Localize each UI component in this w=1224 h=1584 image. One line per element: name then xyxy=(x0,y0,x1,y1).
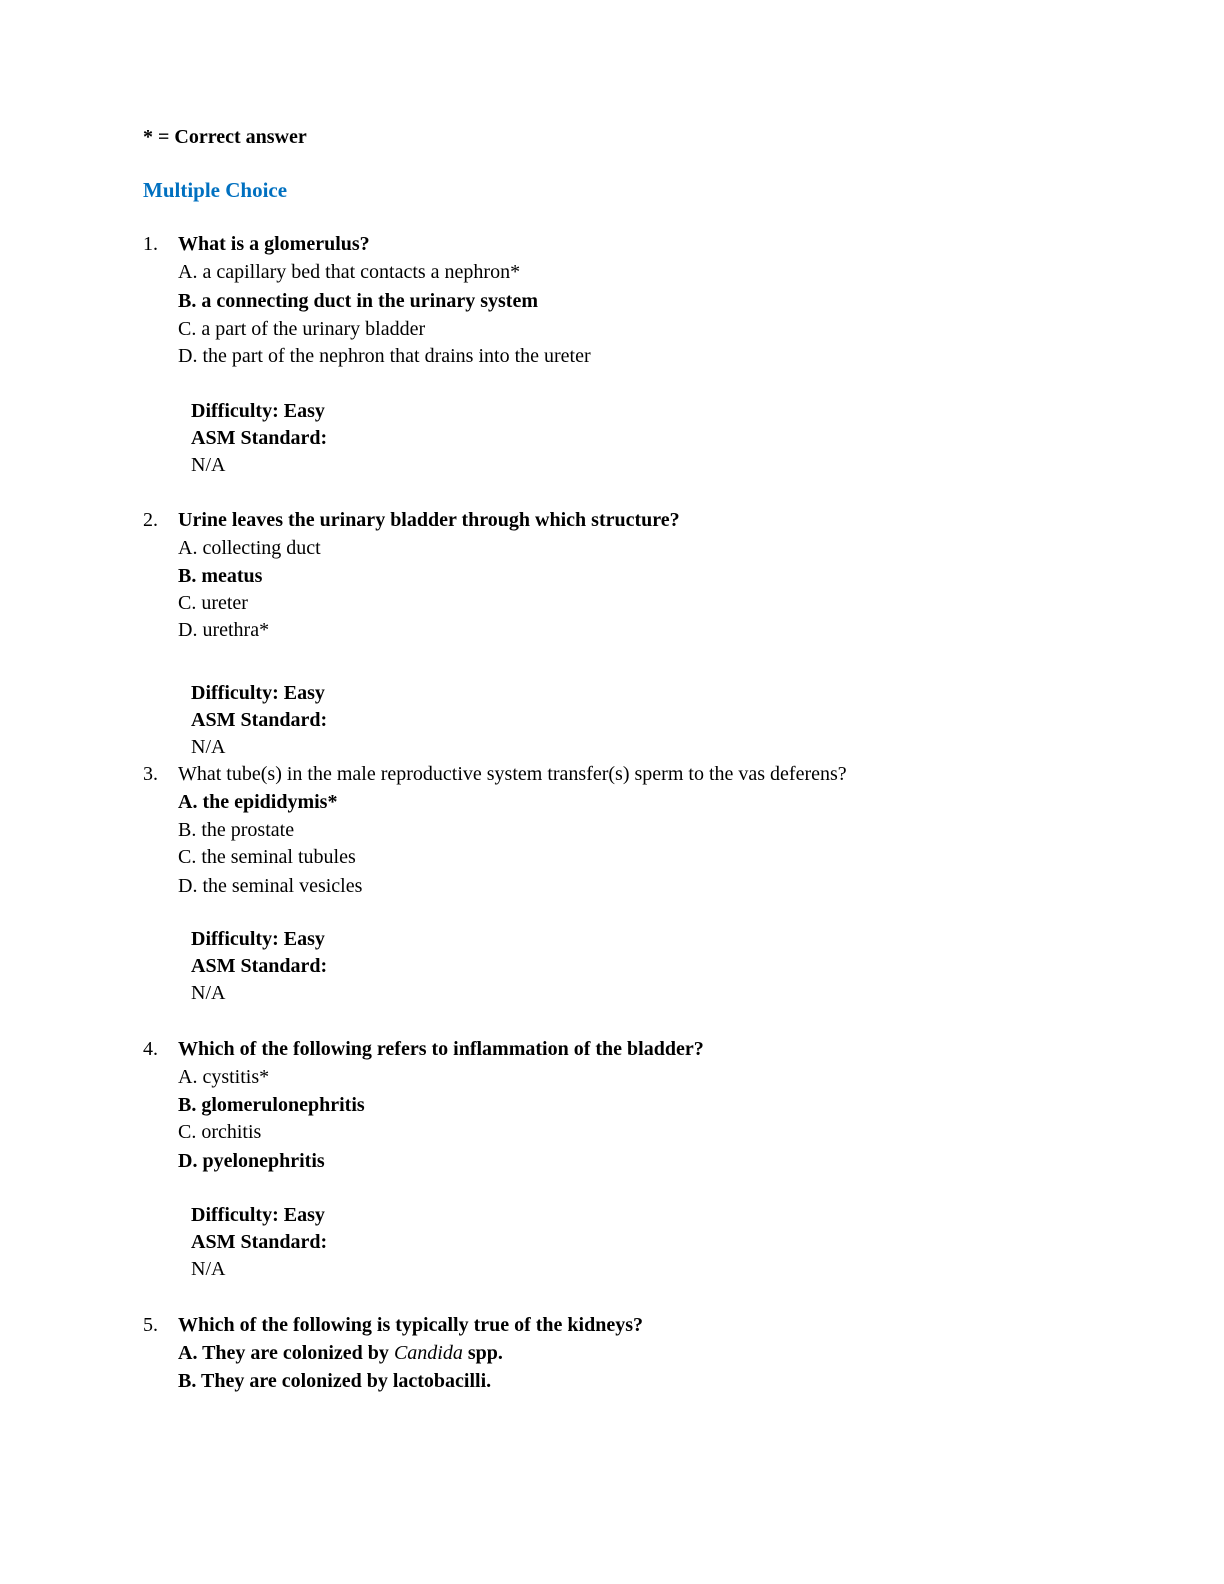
question-number: 4. xyxy=(143,1038,158,1060)
asm-standard-value: N/A xyxy=(191,982,226,1004)
correct-answer-legend: * = Correct answer xyxy=(143,126,307,148)
option-a-suffix: spp. xyxy=(462,1342,503,1364)
asm-standard-label: ASM Standard: xyxy=(191,1231,328,1253)
asm-standard-value: N/A xyxy=(191,736,226,758)
option-c: C. orchitis xyxy=(178,1121,262,1143)
option-d: D. the seminal vesicles xyxy=(178,875,363,897)
option-a: A. collecting duct xyxy=(178,537,321,559)
difficulty-label: Difficulty: Easy xyxy=(191,1204,325,1226)
option-d: D. pyelonephritis xyxy=(178,1150,325,1172)
option-a-prefix: A. They are colonized by xyxy=(178,1342,394,1364)
option-d: D. urethra* xyxy=(178,619,270,641)
asm-standard-label: ASM Standard: xyxy=(191,427,328,449)
option-c: C. ureter xyxy=(178,592,248,614)
asm-standard-label: ASM Standard: xyxy=(191,709,328,731)
difficulty-label: Difficulty: Easy xyxy=(191,928,325,950)
difficulty-label: Difficulty: Easy xyxy=(191,400,325,422)
option-b: B. meatus xyxy=(178,565,263,587)
option-d: D. the part of the nephron that drains into the ureter xyxy=(178,345,591,367)
option-b: B. a connecting duct in the urinary system xyxy=(178,290,538,312)
question-stem: What tube(s) in the male reproductive system transfer(s) sperm to the vas deferens? xyxy=(178,763,847,785)
asm-standard-value: N/A xyxy=(191,1258,226,1280)
option-c: C. a part of the urinary bladder xyxy=(178,318,426,340)
section-title: Multiple Choice xyxy=(143,178,288,202)
question-stem: What is a glomerulus? xyxy=(178,233,370,255)
question-number: 1. xyxy=(143,233,158,255)
question-stem: Which of the following refers to inflammation of the bladder? xyxy=(178,1038,704,1060)
option-a: A. a capillary bed that contacts a nephron* xyxy=(178,261,521,283)
asm-standard-value: N/A xyxy=(191,454,226,476)
asm-standard-label: ASM Standard: xyxy=(191,955,328,977)
option-b-prefix: B. They are colonized by lactobacilli. xyxy=(178,1370,492,1392)
question-number: 3. xyxy=(143,763,158,785)
question-stem: Urine leaves the urinary bladder through which structure? xyxy=(178,509,680,531)
option-b xyxy=(178,1370,491,1393)
question-stem: Which of the following is typically true of the kidneys? xyxy=(178,1314,644,1336)
option-a-genus: Candida xyxy=(393,1342,463,1364)
option-b: B. glomerulonephritis xyxy=(178,1094,365,1116)
option-b: B. the prostate xyxy=(178,819,295,841)
difficulty-label: Difficulty: Easy xyxy=(191,682,325,704)
option-c: C. the seminal tubules xyxy=(178,846,356,868)
option-a: A. cystitis* xyxy=(178,1066,270,1088)
question-number: 5. xyxy=(143,1314,158,1336)
question-number: 2. xyxy=(143,509,158,531)
option-a xyxy=(178,1342,503,1365)
option-a: A. the epididymis* xyxy=(178,791,338,813)
